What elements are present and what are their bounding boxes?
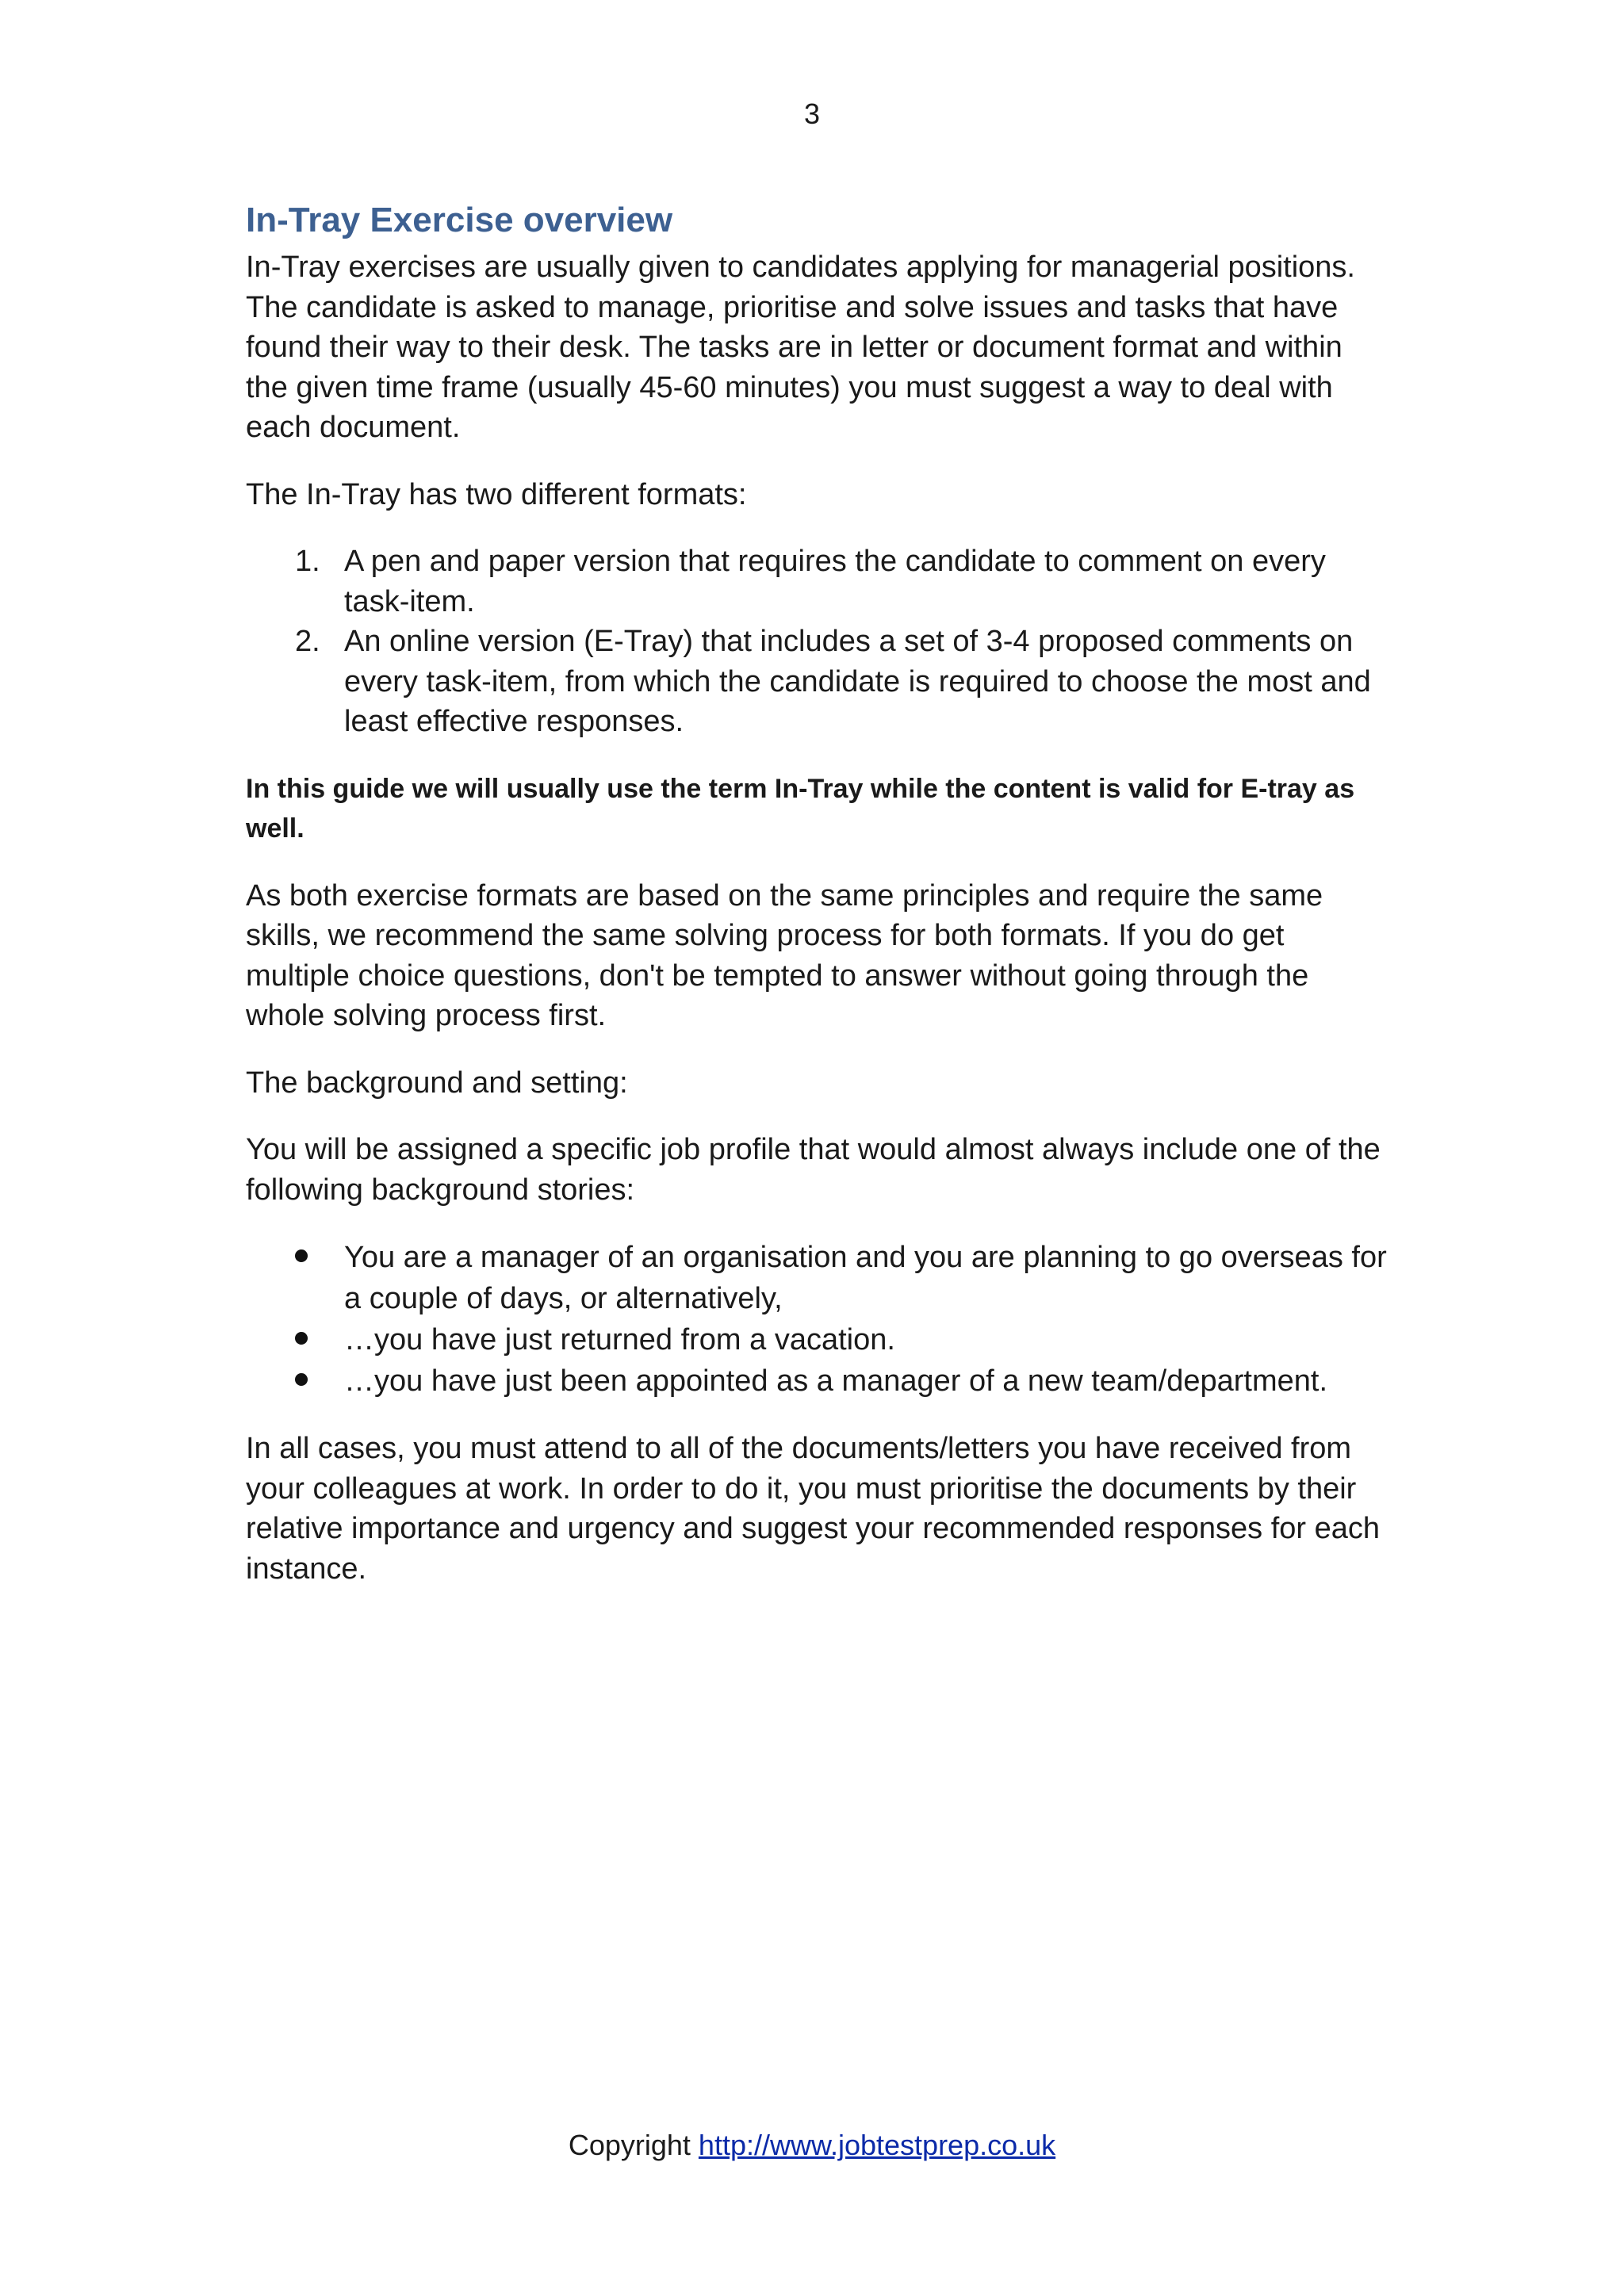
list-item: [246, 622, 1388, 742]
section-heading: In-Tray Exercise overview: [246, 201, 673, 239]
formats-numbered-list: [246, 541, 1388, 742]
bullet-icon: [295, 1373, 308, 1386]
list-item-text: You are a manager of an organisation and you are planning to go overseas for a couple of days, or alternatively,: [344, 1241, 1387, 1315]
formats-lead-paragraph: The In-Tray has two different formats:: [246, 477, 747, 511]
page-number: 3: [803, 98, 821, 130]
background-lead-paragraph: The background and setting:: [246, 1066, 628, 1100]
profile-lead-paragraph: You will be assigned a specific job profile that would almost always include one of the following background stories:: [246, 1133, 1381, 1207]
bullet-icon: [295, 1332, 308, 1345]
list-item: [246, 1360, 1388, 1402]
footer: [0, 2128, 1624, 2163]
principles-paragraph: As both exercise formats are based on the same principles and require the same skills, we recommend the same solving process for both formats. If you do get multiple choice questions, don't be tempted to answer without going through the whole solving process first.: [246, 878, 1323, 1032]
list-item-text: …you have just returned from a vacation.: [344, 1323, 895, 1357]
list-item: [246, 1237, 1388, 1319]
list-number: 1.: [295, 545, 320, 578]
list-item-text: …you have just been appointed as a manager of a new team/department.: [344, 1364, 1328, 1398]
bold-note-paragraph: In this guide we will usually use the term In-Tray while the content is valid for E-tray as well.: [246, 773, 1355, 844]
website-link[interactable]: http://www.jobtestprep.co.uk: [698, 2129, 1056, 2161]
list-item: [246, 541, 1388, 622]
list-item-text: An online version (E-Tray) that includes a set of 3-4 proposed comments on every task-item, from which the candidate is required to choose the most and least effective responses.: [344, 625, 1371, 738]
conclusion-paragraph: In all cases, you must attend to all of the documents/letters you have received from your colleagues at work. In order to do it, you must prioritise the documents by their relative importance and urgency and suggest your recommended responses for each instance.: [246, 1432, 1381, 1586]
stories-bullet-list: [246, 1237, 1388, 1402]
list-number: 2.: [295, 625, 320, 658]
intro-paragraph: In-Tray exercises are usually given to candidates applying for managerial positions. The candidate is asked to manage, prioritise and solve issues and tasks that have found their way to their desk. The tasks are in letter or document format and within the given time frame (usually 45-60 minutes) you must suggest a way to deal with each document.: [246, 251, 1355, 444]
list-item-text: A pen and paper version that requires the candidate to comment on every task-item.: [344, 545, 1326, 618]
list-item: [246, 1319, 1388, 1360]
bullet-icon: [295, 1249, 308, 1262]
document-body: [246, 195, 1388, 1616]
copyright-text: Copyright: [568, 2129, 691, 2161]
